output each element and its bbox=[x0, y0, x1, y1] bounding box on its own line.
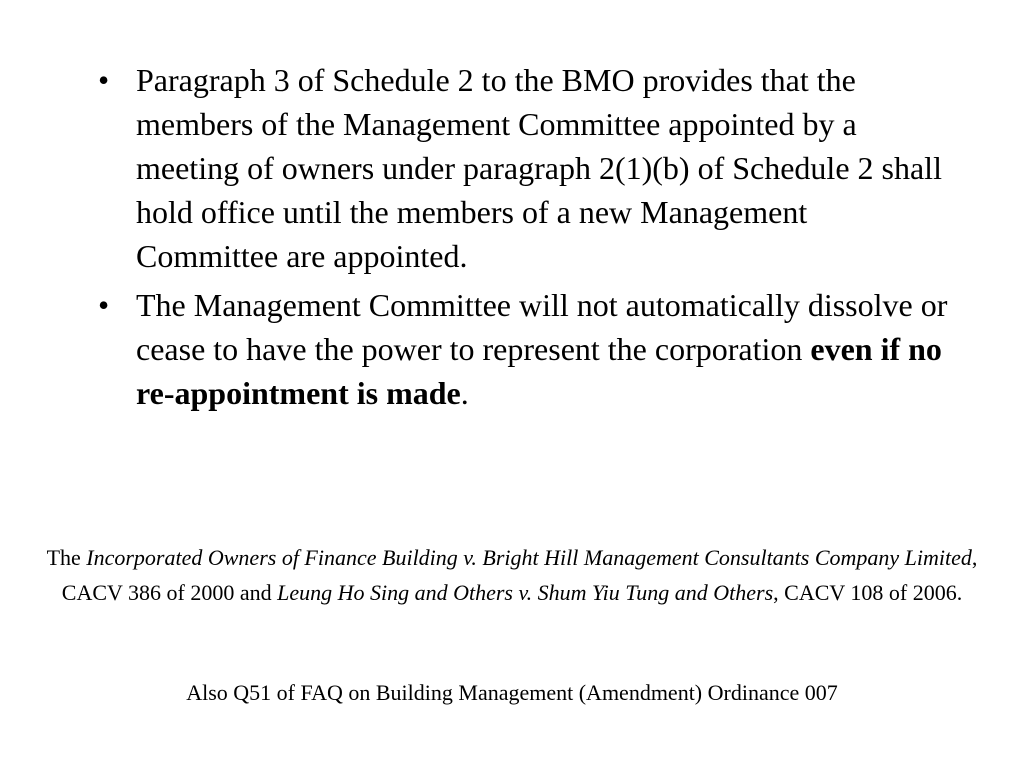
bullet-marker: • bbox=[98, 62, 110, 98]
bullet-item-committee-power bbox=[96, 283, 956, 415]
bullet-marker: • bbox=[98, 287, 110, 323]
bullet-text-emphasis: even if no re-appointment is made bbox=[136, 331, 942, 411]
bullet-list bbox=[96, 58, 956, 420]
citation-suffix: , CACV 108 of 2006. bbox=[773, 580, 963, 605]
bullet-text-end: . bbox=[460, 375, 469, 411]
bullet-item-schedule-2 bbox=[96, 58, 956, 278]
citation-mid: , CACV 386 of 2000 and bbox=[61, 545, 978, 605]
citation-case-2: Leung Ho Sing and Others v. Shum Yiu Tung and Others bbox=[277, 580, 774, 605]
bullet-text: Paragraph 3 of Schedule 2 to the BMO provides that the members of the Management Committee appointed by a meeting of owners under paragraph 2(1)(b) of Schedule 2 shall hold office until the members of a new Management Committee are appointed. bbox=[136, 62, 942, 274]
citation-prefix: The bbox=[46, 545, 87, 570]
case-citation bbox=[40, 540, 984, 610]
citation-case-1: Incorporated Owners of Finance Building v. Bright Hill Management Consultants Company Limited bbox=[86, 545, 972, 570]
faq-note: Also Q51 of FAQ on Building Management (Amendment) Ordinance 007 bbox=[186, 680, 838, 705]
bullet-text-start: The Management Committee will not automatically dissolve or cease to have the power to represent the corporation bbox=[136, 287, 948, 367]
